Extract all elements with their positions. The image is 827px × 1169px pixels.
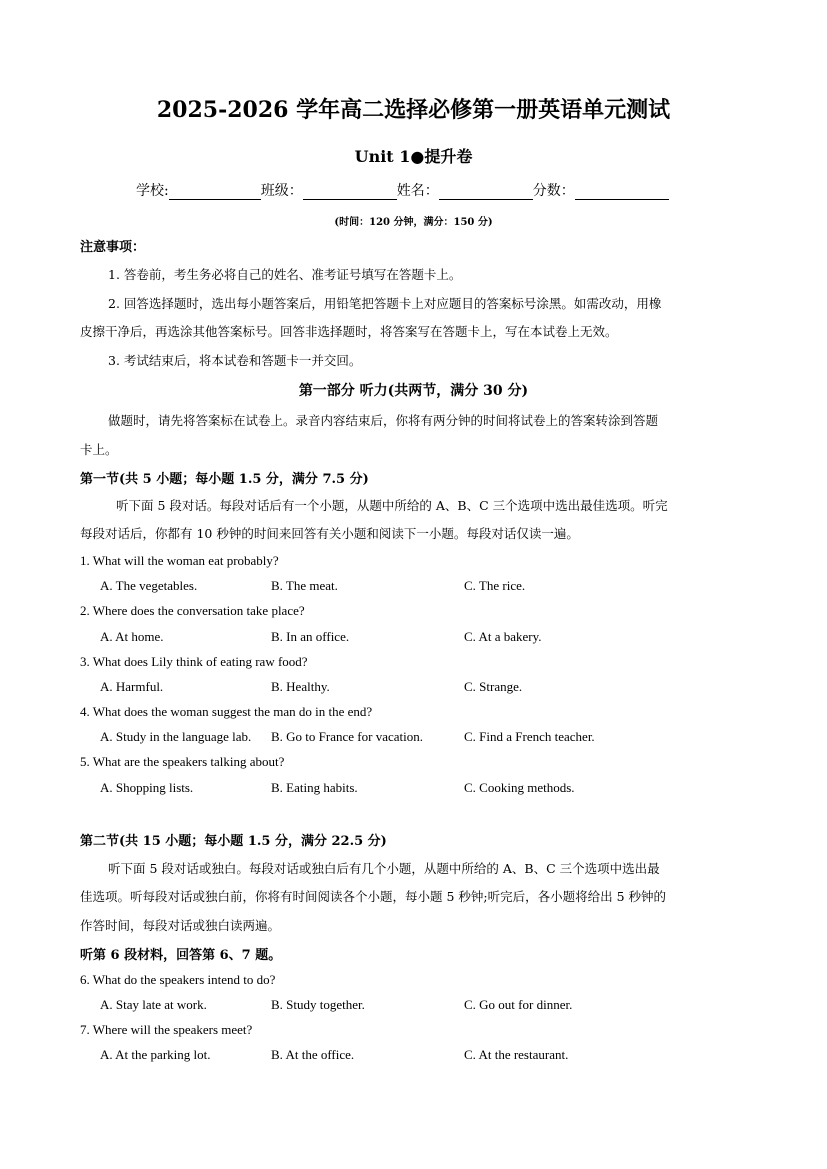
class-blank[interactable] [303, 185, 397, 200]
part1-title: 第一部分 听力(共两节，满分 30 分) [298, 383, 529, 399]
q1-option-a[interactable]: A. The vegetables. [100, 578, 198, 593]
question-3: 3. What does Lily think of eating raw food? [80, 654, 308, 669]
name-label: 姓名： [396, 183, 439, 199]
q2-option-c[interactable]: C. At a bakery. [464, 629, 542, 644]
section2-line-1: 听下面 5 段对话或独白。每段对话或独白后有几个小题，从题中所给的 A、B、C 三个选项中选出最 [108, 861, 660, 876]
question-1: 1. What will the woman eat probably? [80, 553, 279, 568]
section1-line-1: 听下面 5 段对话。每段对话后有一个小题，从题中所给的 A、B、C 三个选项中选出最佳选项。听完 [116, 498, 668, 513]
q7-option-c[interactable]: C. At the restaurant. [464, 1047, 569, 1062]
page-title: 2025-2026 学年高二选择必修第一册英语单元测试 [156, 97, 671, 123]
q2-option-a[interactable]: A. At home. [100, 629, 164, 644]
q1-option-c[interactable]: C. The rice. [464, 578, 526, 593]
q2-option-b[interactable]: B. In an office. [271, 629, 350, 644]
score-blank[interactable] [575, 185, 669, 200]
notice-item-2-line-2: 皮擦干净后，再选涂其他答案标号。回答非选择题时，将答案写在答题卡上，写在本试卷上无效。 [80, 324, 618, 339]
q4-option-a[interactable]: A. Study in the language lab. [100, 729, 252, 744]
question-2: 2. Where does the conversation take place? [80, 603, 305, 618]
page-subtitle: Unit 1●提升卷 [354, 147, 473, 166]
question-7: 7. Where will the speakers meet? [80, 1022, 253, 1037]
q1-option-b[interactable]: B. The meat. [271, 578, 338, 593]
q5-option-c[interactable]: C. Cooking methods. [464, 780, 575, 795]
question-6: 6. What do the speakers intend to do? [80, 972, 276, 987]
school-label: 学校: [136, 183, 169, 199]
q5-option-a[interactable]: A. Shopping lists. [100, 780, 194, 795]
notice-heading: 注意事项： [80, 240, 146, 255]
section1-line-2: 每段对话后，你都有 10 秒钟的时间来回答有关小题和阅读下一小题。每段对话仅读一遍。 [80, 526, 579, 541]
question-5: 5. What are the speakers talking about? [80, 754, 285, 769]
section1-title: 第一节(共 5 小题；每小题 1.5 分，满分 7.5 分) [80, 472, 369, 487]
notice-item-3: 3. 考试结束后，将本试卷和答题卡一并交回。 [108, 353, 362, 368]
notice-item-2-line-1: 2. 回答选择题时，选出每小题答案后，用铅笔把答题卡上对应题目的答案标号涂黑。如需改动，用橡 [108, 296, 662, 311]
class-label: 班级： [260, 183, 303, 199]
notice-item-1: 1. 答卷前，考生务必将自己的姓名、准考证号填写在答题卡上。 [108, 267, 462, 282]
section2-title: 第二节(共 15 小题；每小题 1.5 分，满分 22.5 分) [80, 834, 387, 849]
score-label: 分数： [532, 183, 575, 199]
part1-intro-line-1: 做题时，请先将答案标在试卷上。录音内容结束后，你将有两分钟的时间将试卷上的答案转涂到答题 [108, 413, 659, 428]
name-blank[interactable] [439, 185, 533, 200]
student-info-row [136, 180, 669, 200]
q3-option-c[interactable]: C. Strange. [464, 679, 523, 694]
q3-option-b[interactable]: B. Healthy. [271, 679, 330, 694]
part1-intro-line-2: 卡上。 [80, 442, 118, 457]
q5-option-b[interactable]: B. Eating habits. [271, 780, 358, 795]
q7-option-b[interactable]: B. At the office. [271, 1047, 355, 1062]
q6-option-c[interactable]: C. Go out for dinner. [464, 997, 573, 1012]
question-4: 4. What does the woman suggest the man do in the end? [80, 704, 373, 719]
q7-option-a[interactable]: A. At the parking lot. [100, 1047, 211, 1062]
time-note: (时间：120 分钟，满分：150 分) [334, 217, 493, 228]
q3-option-a[interactable]: A. Harmful. [100, 679, 164, 694]
section2-line-3: 作答时间，每段对话或独白读两遍。 [80, 918, 281, 933]
school-blank[interactable] [169, 185, 261, 200]
section2-line-2: 佳选项。听每段对话或独白前，你将有时间阅读各个小题，每小题 5 秒钟;听完后，各小题将给出 5 秒钟的 [80, 889, 667, 904]
q4-option-b[interactable]: B. Go to France for vacation. [271, 729, 423, 744]
q6-option-b[interactable]: B. Study together. [271, 997, 365, 1012]
q6-option-a[interactable]: A. Stay late at work. [100, 997, 207, 1012]
q4-option-c[interactable]: C. Find a French teacher. [464, 729, 595, 744]
material-6-heading: 听第 6 段材料，回答第 6、7 题。 [80, 948, 282, 963]
